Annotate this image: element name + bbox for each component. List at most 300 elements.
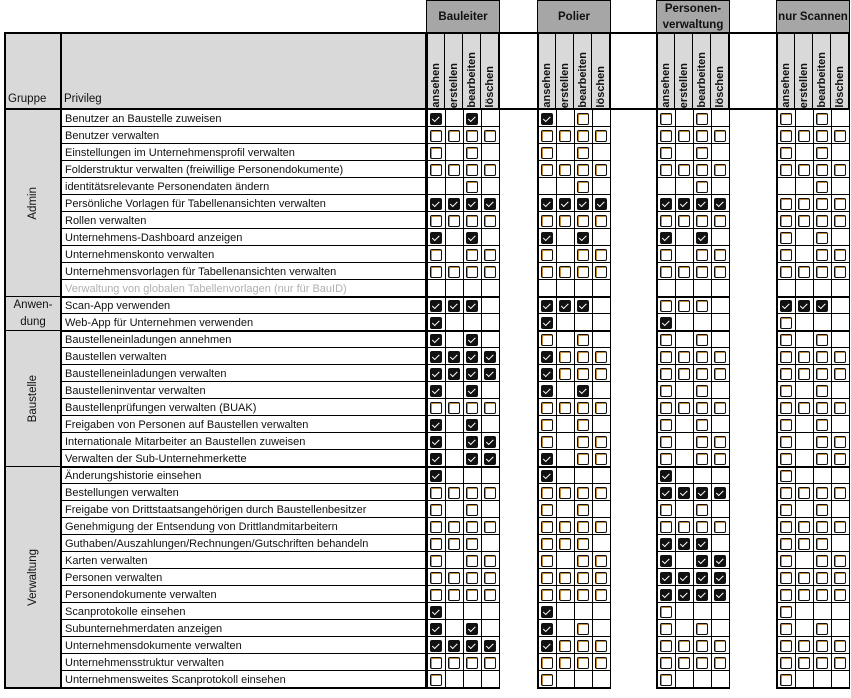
checkbox-ansehen[interactable]	[541, 674, 553, 686]
checkbox-bearbeiten[interactable]	[816, 538, 828, 550]
checkbox-löschen[interactable]	[484, 198, 496, 210]
checkbox-bearbeiten[interactable]	[816, 334, 828, 346]
checkbox-bearbeiten[interactable]	[466, 181, 478, 193]
checkbox-ansehen[interactable]	[780, 317, 792, 329]
checkbox-bearbeiten[interactable]	[577, 198, 589, 210]
checkbox-erstellen[interactable]	[448, 572, 460, 584]
checkbox-löschen[interactable]	[714, 164, 726, 176]
checkbox-bearbeiten[interactable]	[816, 351, 828, 363]
checkbox-löschen[interactable]	[595, 368, 607, 380]
checkbox-ansehen[interactable]	[780, 623, 792, 635]
checkbox-ansehen[interactable]	[541, 640, 553, 652]
checkbox-ansehen[interactable]	[541, 606, 553, 618]
checkbox-bearbeiten[interactable]	[696, 436, 708, 448]
checkbox-erstellen[interactable]	[559, 657, 571, 669]
checkbox-ansehen[interactable]	[780, 368, 792, 380]
checkbox-bearbeiten[interactable]	[577, 215, 589, 227]
checkbox-erstellen[interactable]	[798, 300, 810, 312]
checkbox-ansehen[interactable]	[660, 147, 672, 159]
checkbox-ansehen[interactable]	[541, 385, 553, 397]
checkbox-erstellen[interactable]	[559, 198, 571, 210]
checkbox-bearbeiten[interactable]	[577, 351, 589, 363]
checkbox-bearbeiten[interactable]	[466, 521, 478, 533]
checkbox-ansehen[interactable]	[780, 606, 792, 618]
checkbox-bearbeiten[interactable]	[696, 351, 708, 363]
checkbox-löschen[interactable]	[714, 487, 726, 499]
checkbox-bearbeiten[interactable]	[466, 436, 478, 448]
checkbox-erstellen[interactable]	[448, 589, 460, 601]
checkbox-erstellen[interactable]	[559, 487, 571, 499]
checkbox-erstellen[interactable]	[448, 164, 460, 176]
checkbox-bearbeiten[interactable]	[816, 249, 828, 261]
checkbox-löschen[interactable]	[834, 555, 846, 567]
checkbox-löschen[interactable]	[484, 351, 496, 363]
checkbox-löschen[interactable]	[834, 164, 846, 176]
checkbox-bearbeiten[interactable]	[816, 453, 828, 465]
checkbox-bearbeiten[interactable]	[466, 130, 478, 142]
checkbox-ansehen[interactable]	[430, 164, 442, 176]
checkbox-bearbeiten[interactable]	[466, 300, 478, 312]
checkbox-bearbeiten[interactable]	[696, 504, 708, 516]
checkbox-bearbeiten[interactable]	[577, 232, 589, 244]
checkbox-ansehen[interactable]	[660, 368, 672, 380]
checkbox-löschen[interactable]	[595, 215, 607, 227]
checkbox-bearbeiten[interactable]	[577, 130, 589, 142]
checkbox-erstellen[interactable]	[798, 368, 810, 380]
checkbox-löschen[interactable]	[714, 249, 726, 261]
checkbox-bearbeiten[interactable]	[577, 368, 589, 380]
checkbox-bearbeiten[interactable]	[466, 198, 478, 210]
checkbox-bearbeiten[interactable]	[466, 232, 478, 244]
checkbox-löschen[interactable]	[595, 572, 607, 584]
checkbox-ansehen[interactable]	[780, 232, 792, 244]
checkbox-erstellen[interactable]	[678, 198, 690, 210]
checkbox-bearbeiten[interactable]	[466, 266, 478, 278]
checkbox-löschen[interactable]	[834, 640, 846, 652]
checkbox-ansehen[interactable]	[541, 147, 553, 159]
checkbox-erstellen[interactable]	[678, 402, 690, 414]
checkbox-ansehen[interactable]	[541, 130, 553, 142]
checkbox-bearbeiten[interactable]	[466, 453, 478, 465]
checkbox-löschen[interactable]	[484, 249, 496, 261]
checkbox-ansehen[interactable]	[430, 657, 442, 669]
checkbox-ansehen[interactable]	[780, 249, 792, 261]
checkbox-löschen[interactable]	[834, 215, 846, 227]
checkbox-bearbeiten[interactable]	[577, 657, 589, 669]
checkbox-löschen[interactable]	[834, 351, 846, 363]
checkbox-ansehen[interactable]	[660, 113, 672, 125]
checkbox-bearbeiten[interactable]	[577, 521, 589, 533]
checkbox-ansehen[interactable]	[660, 402, 672, 414]
checkbox-ansehen[interactable]	[660, 504, 672, 516]
checkbox-löschen[interactable]	[595, 164, 607, 176]
checkbox-bearbeiten[interactable]	[696, 572, 708, 584]
checkbox-löschen[interactable]	[595, 453, 607, 465]
checkbox-bearbeiten[interactable]	[466, 385, 478, 397]
checkbox-ansehen[interactable]	[541, 419, 553, 431]
checkbox-ansehen[interactable]	[541, 572, 553, 584]
checkbox-ansehen[interactable]	[780, 385, 792, 397]
checkbox-bearbeiten[interactable]	[816, 657, 828, 669]
checkbox-erstellen[interactable]	[678, 589, 690, 601]
checkbox-löschen[interactable]	[595, 249, 607, 261]
checkbox-bearbeiten[interactable]	[816, 147, 828, 159]
checkbox-löschen[interactable]	[595, 521, 607, 533]
checkbox-bearbeiten[interactable]	[696, 334, 708, 346]
checkbox-ansehen[interactable]	[541, 504, 553, 516]
checkbox-bearbeiten[interactable]	[577, 147, 589, 159]
checkbox-löschen[interactable]	[834, 436, 846, 448]
checkbox-bearbeiten[interactable]	[816, 521, 828, 533]
checkbox-ansehen[interactable]	[780, 572, 792, 584]
checkbox-ansehen[interactable]	[541, 453, 553, 465]
checkbox-ansehen[interactable]	[780, 470, 792, 482]
checkbox-ansehen[interactable]	[541, 436, 553, 448]
checkbox-bearbeiten[interactable]	[816, 300, 828, 312]
checkbox-bearbeiten[interactable]	[696, 368, 708, 380]
checkbox-ansehen[interactable]	[660, 385, 672, 397]
checkbox-erstellen[interactable]	[559, 164, 571, 176]
checkbox-bearbeiten[interactable]	[696, 300, 708, 312]
checkbox-bearbeiten[interactable]	[466, 164, 478, 176]
checkbox-bearbeiten[interactable]	[466, 419, 478, 431]
checkbox-bearbeiten[interactable]	[696, 198, 708, 210]
checkbox-bearbeiten[interactable]	[696, 419, 708, 431]
checkbox-löschen[interactable]	[714, 640, 726, 652]
checkbox-erstellen[interactable]	[678, 351, 690, 363]
checkbox-ansehen[interactable]	[430, 555, 442, 567]
checkbox-ansehen[interactable]	[541, 249, 553, 261]
checkbox-bearbeiten[interactable]	[696, 130, 708, 142]
checkbox-ansehen[interactable]	[780, 640, 792, 652]
checkbox-bearbeiten[interactable]	[816, 164, 828, 176]
checkbox-erstellen[interactable]	[678, 368, 690, 380]
checkbox-ansehen[interactable]	[430, 470, 442, 482]
checkbox-löschen[interactable]	[484, 555, 496, 567]
checkbox-löschen[interactable]	[834, 198, 846, 210]
checkbox-bearbeiten[interactable]	[577, 334, 589, 346]
checkbox-ansehen[interactable]	[660, 334, 672, 346]
checkbox-bearbeiten[interactable]	[466, 487, 478, 499]
checkbox-löschen[interactable]	[834, 572, 846, 584]
checkbox-bearbeiten[interactable]	[696, 402, 708, 414]
checkbox-ansehen[interactable]	[430, 300, 442, 312]
checkbox-bearbeiten[interactable]	[696, 215, 708, 227]
checkbox-löschen[interactable]	[834, 487, 846, 499]
checkbox-erstellen[interactable]	[798, 538, 810, 550]
checkbox-ansehen[interactable]	[780, 436, 792, 448]
checkbox-löschen[interactable]	[595, 555, 607, 567]
checkbox-ansehen[interactable]	[780, 589, 792, 601]
checkbox-bearbeiten[interactable]	[816, 504, 828, 516]
checkbox-löschen[interactable]	[714, 266, 726, 278]
checkbox-löschen[interactable]	[834, 249, 846, 261]
checkbox-ansehen[interactable]	[780, 521, 792, 533]
checkbox-ansehen[interactable]	[780, 130, 792, 142]
checkbox-bearbeiten[interactable]	[577, 436, 589, 448]
checkbox-ansehen[interactable]	[780, 334, 792, 346]
checkbox-erstellen[interactable]	[678, 640, 690, 652]
checkbox-löschen[interactable]	[595, 402, 607, 414]
checkbox-erstellen[interactable]	[559, 215, 571, 227]
checkbox-bearbeiten[interactable]	[696, 589, 708, 601]
checkbox-bearbeiten[interactable]	[577, 419, 589, 431]
checkbox-ansehen[interactable]	[430, 368, 442, 380]
checkbox-ansehen[interactable]	[660, 266, 672, 278]
checkbox-löschen[interactable]	[595, 198, 607, 210]
checkbox-bearbeiten[interactable]	[466, 555, 478, 567]
checkbox-ansehen[interactable]	[660, 351, 672, 363]
checkbox-erstellen[interactable]	[798, 215, 810, 227]
checkbox-ansehen[interactable]	[430, 572, 442, 584]
checkbox-erstellen[interactable]	[448, 487, 460, 499]
checkbox-ansehen[interactable]	[430, 317, 442, 329]
checkbox-ansehen[interactable]	[430, 504, 442, 516]
checkbox-löschen[interactable]	[484, 453, 496, 465]
checkbox-erstellen[interactable]	[448, 198, 460, 210]
checkbox-löschen[interactable]	[834, 589, 846, 601]
checkbox-ansehen[interactable]	[660, 419, 672, 431]
checkbox-ansehen[interactable]	[541, 266, 553, 278]
checkbox-bearbeiten[interactable]	[577, 181, 589, 193]
checkbox-bearbeiten[interactable]	[577, 164, 589, 176]
checkbox-bearbeiten[interactable]	[696, 640, 708, 652]
checkbox-bearbeiten[interactable]	[816, 198, 828, 210]
checkbox-ansehen[interactable]	[660, 470, 672, 482]
checkbox-ansehen[interactable]	[780, 198, 792, 210]
checkbox-löschen[interactable]	[595, 351, 607, 363]
checkbox-erstellen[interactable]	[559, 300, 571, 312]
checkbox-erstellen[interactable]	[448, 266, 460, 278]
checkbox-ansehen[interactable]	[430, 402, 442, 414]
checkbox-ansehen[interactable]	[541, 300, 553, 312]
checkbox-ansehen[interactable]	[660, 130, 672, 142]
checkbox-bearbeiten[interactable]	[816, 640, 828, 652]
checkbox-bearbeiten[interactable]	[577, 113, 589, 125]
checkbox-ansehen[interactable]	[430, 215, 442, 227]
checkbox-ansehen[interactable]	[660, 640, 672, 652]
checkbox-ansehen[interactable]	[430, 640, 442, 652]
checkbox-bearbeiten[interactable]	[696, 623, 708, 635]
checkbox-bearbeiten[interactable]	[696, 181, 708, 193]
checkbox-bearbeiten[interactable]	[696, 266, 708, 278]
checkbox-ansehen[interactable]	[430, 453, 442, 465]
checkbox-erstellen[interactable]	[559, 266, 571, 278]
checkbox-ansehen[interactable]	[541, 657, 553, 669]
checkbox-bearbeiten[interactable]	[816, 623, 828, 635]
checkbox-ansehen[interactable]	[660, 623, 672, 635]
checkbox-ansehen[interactable]	[541, 215, 553, 227]
checkbox-löschen[interactable]	[484, 640, 496, 652]
checkbox-erstellen[interactable]	[798, 589, 810, 601]
checkbox-bearbeiten[interactable]	[577, 402, 589, 414]
checkbox-löschen[interactable]	[714, 572, 726, 584]
checkbox-erstellen[interactable]	[559, 640, 571, 652]
checkbox-löschen[interactable]	[834, 453, 846, 465]
checkbox-bearbeiten[interactable]	[816, 266, 828, 278]
checkbox-ansehen[interactable]	[780, 538, 792, 550]
checkbox-löschen[interactable]	[595, 266, 607, 278]
checkbox-löschen[interactable]	[714, 198, 726, 210]
checkbox-bearbeiten[interactable]	[696, 385, 708, 397]
checkbox-erstellen[interactable]	[678, 487, 690, 499]
checkbox-ansehen[interactable]	[660, 215, 672, 227]
checkbox-löschen[interactable]	[484, 164, 496, 176]
checkbox-bearbeiten[interactable]	[696, 538, 708, 550]
checkbox-ansehen[interactable]	[430, 419, 442, 431]
checkbox-ansehen[interactable]	[780, 657, 792, 669]
checkbox-ansehen[interactable]	[780, 300, 792, 312]
checkbox-ansehen[interactable]	[430, 249, 442, 261]
checkbox-erstellen[interactable]	[448, 300, 460, 312]
checkbox-bearbeiten[interactable]	[466, 538, 478, 550]
checkbox-bearbeiten[interactable]	[577, 266, 589, 278]
checkbox-erstellen[interactable]	[448, 402, 460, 414]
checkbox-erstellen[interactable]	[448, 538, 460, 550]
checkbox-bearbeiten[interactable]	[816, 368, 828, 380]
checkbox-löschen[interactable]	[484, 487, 496, 499]
checkbox-ansehen[interactable]	[660, 198, 672, 210]
checkbox-ansehen[interactable]	[430, 113, 442, 125]
checkbox-erstellen[interactable]	[798, 521, 810, 533]
checkbox-bearbeiten[interactable]	[577, 589, 589, 601]
checkbox-löschen[interactable]	[484, 266, 496, 278]
checkbox-bearbeiten[interactable]	[696, 555, 708, 567]
checkbox-erstellen[interactable]	[678, 657, 690, 669]
checkbox-bearbeiten[interactable]	[696, 113, 708, 125]
checkbox-bearbeiten[interactable]	[816, 555, 828, 567]
checkbox-löschen[interactable]	[714, 436, 726, 448]
checkbox-ansehen[interactable]	[780, 113, 792, 125]
checkbox-löschen[interactable]	[484, 436, 496, 448]
checkbox-ansehen[interactable]	[660, 521, 672, 533]
checkbox-löschen[interactable]	[834, 402, 846, 414]
checkbox-erstellen[interactable]	[448, 368, 460, 380]
checkbox-ansehen[interactable]	[541, 368, 553, 380]
checkbox-bearbeiten[interactable]	[577, 572, 589, 584]
checkbox-erstellen[interactable]	[798, 198, 810, 210]
checkbox-bearbeiten[interactable]	[696, 487, 708, 499]
checkbox-bearbeiten[interactable]	[466, 572, 478, 584]
checkbox-erstellen[interactable]	[448, 215, 460, 227]
checkbox-erstellen[interactable]	[678, 572, 690, 584]
checkbox-ansehen[interactable]	[541, 470, 553, 482]
checkbox-bearbeiten[interactable]	[577, 453, 589, 465]
checkbox-ansehen[interactable]	[430, 674, 442, 686]
checkbox-löschen[interactable]	[595, 640, 607, 652]
checkbox-ansehen[interactable]	[541, 623, 553, 635]
checkbox-ansehen[interactable]	[541, 589, 553, 601]
checkbox-erstellen[interactable]	[559, 402, 571, 414]
checkbox-erstellen[interactable]	[559, 130, 571, 142]
checkbox-bearbeiten[interactable]	[466, 147, 478, 159]
checkbox-ansehen[interactable]	[780, 266, 792, 278]
checkbox-ansehen[interactable]	[660, 232, 672, 244]
checkbox-bearbeiten[interactable]	[577, 555, 589, 567]
checkbox-ansehen[interactable]	[660, 674, 672, 686]
checkbox-bearbeiten[interactable]	[816, 181, 828, 193]
checkbox-ansehen[interactable]	[541, 232, 553, 244]
checkbox-ansehen[interactable]	[780, 419, 792, 431]
checkbox-löschen[interactable]	[834, 130, 846, 142]
checkbox-löschen[interactable]	[484, 589, 496, 601]
checkbox-ansehen[interactable]	[430, 266, 442, 278]
checkbox-ansehen[interactable]	[541, 317, 553, 329]
checkbox-bearbeiten[interactable]	[466, 249, 478, 261]
checkbox-ansehen[interactable]	[541, 555, 553, 567]
checkbox-ansehen[interactable]	[430, 147, 442, 159]
checkbox-bearbeiten[interactable]	[816, 130, 828, 142]
checkbox-löschen[interactable]	[595, 589, 607, 601]
checkbox-ansehen[interactable]	[780, 215, 792, 227]
checkbox-erstellen[interactable]	[798, 402, 810, 414]
checkbox-ansehen[interactable]	[660, 164, 672, 176]
checkbox-erstellen[interactable]	[448, 351, 460, 363]
checkbox-erstellen[interactable]	[448, 657, 460, 669]
checkbox-ansehen[interactable]	[541, 334, 553, 346]
checkbox-löschen[interactable]	[714, 555, 726, 567]
checkbox-ansehen[interactable]	[780, 402, 792, 414]
checkbox-bearbeiten[interactable]	[696, 164, 708, 176]
checkbox-erstellen[interactable]	[678, 521, 690, 533]
checkbox-ansehen[interactable]	[430, 334, 442, 346]
checkbox-erstellen[interactable]	[798, 164, 810, 176]
checkbox-ansehen[interactable]	[660, 249, 672, 261]
checkbox-ansehen[interactable]	[780, 674, 792, 686]
checkbox-ansehen[interactable]	[430, 606, 442, 618]
checkbox-ansehen[interactable]	[541, 198, 553, 210]
checkbox-ansehen[interactable]	[541, 402, 553, 414]
checkbox-erstellen[interactable]	[559, 538, 571, 550]
checkbox-ansehen[interactable]	[430, 538, 442, 550]
checkbox-ansehen[interactable]	[541, 113, 553, 125]
checkbox-bearbeiten[interactable]	[577, 385, 589, 397]
checkbox-löschen[interactable]	[484, 657, 496, 669]
checkbox-erstellen[interactable]	[678, 300, 690, 312]
checkbox-erstellen[interactable]	[448, 130, 460, 142]
checkbox-löschen[interactable]	[714, 453, 726, 465]
checkbox-löschen[interactable]	[714, 130, 726, 142]
checkbox-ansehen[interactable]	[660, 453, 672, 465]
checkbox-ansehen[interactable]	[660, 555, 672, 567]
checkbox-erstellen[interactable]	[798, 130, 810, 142]
checkbox-ansehen[interactable]	[660, 589, 672, 601]
checkbox-bearbeiten[interactable]	[466, 113, 478, 125]
checkbox-bearbeiten[interactable]	[816, 572, 828, 584]
checkbox-ansehen[interactable]	[660, 487, 672, 499]
checkbox-ansehen[interactable]	[660, 436, 672, 448]
checkbox-löschen[interactable]	[484, 215, 496, 227]
checkbox-erstellen[interactable]	[798, 487, 810, 499]
checkbox-ansehen[interactable]	[430, 130, 442, 142]
checkbox-erstellen[interactable]	[678, 266, 690, 278]
checkbox-löschen[interactable]	[714, 521, 726, 533]
checkbox-erstellen[interactable]	[798, 351, 810, 363]
checkbox-erstellen[interactable]	[678, 130, 690, 142]
checkbox-bearbeiten[interactable]	[816, 232, 828, 244]
checkbox-erstellen[interactable]	[798, 572, 810, 584]
checkbox-ansehen[interactable]	[780, 487, 792, 499]
checkbox-löschen[interactable]	[714, 402, 726, 414]
checkbox-bearbeiten[interactable]	[816, 402, 828, 414]
checkbox-erstellen[interactable]	[678, 164, 690, 176]
checkbox-ansehen[interactable]	[430, 487, 442, 499]
checkbox-erstellen[interactable]	[448, 521, 460, 533]
checkbox-ansehen[interactable]	[780, 164, 792, 176]
checkbox-ansehen[interactable]	[541, 487, 553, 499]
checkbox-bearbeiten[interactable]	[466, 334, 478, 346]
checkbox-bearbeiten[interactable]	[466, 368, 478, 380]
